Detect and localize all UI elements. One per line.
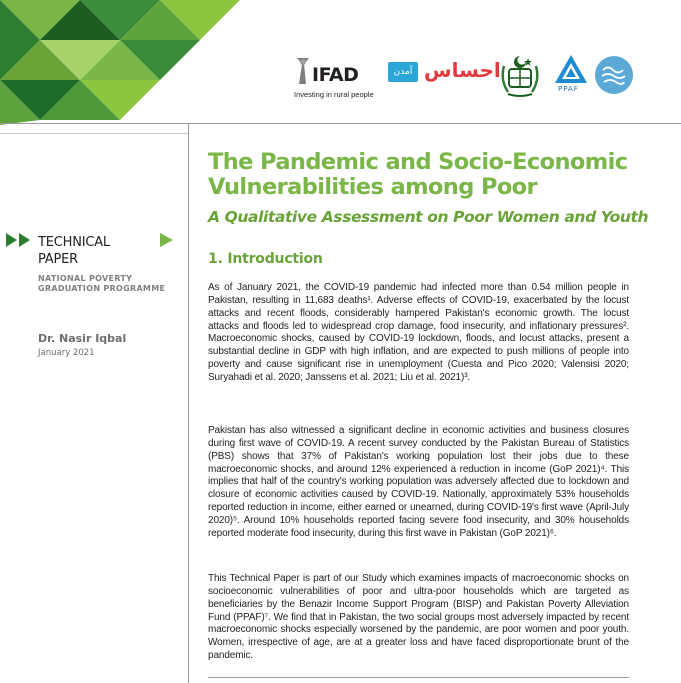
footer-divider [208,677,629,678]
ppaf-triangle-icon [554,54,588,84]
ppaf-logo [554,54,588,102]
programme-line: NATIONAL POVERTY [38,274,133,283]
arrow-right-icon [160,233,173,247]
publication-date: January 2021 [38,348,95,358]
section-heading: 1. Introduction [208,251,323,267]
page-title: The Pandemic and Socio-Economic Vulnerabilities among Poor [208,149,628,200]
ehsaas-main-text: احساس [424,58,501,82]
header-divider [0,123,681,124]
programme-line: GRADUATION PROGRAMME [38,284,166,293]
author-name: Dr. Nasir Iqbal [38,332,127,345]
ifad-name: IFAD [312,64,359,86]
body-paragraph: Pakistan has also witnessed a significant decline in economic activities and business closures during first wave of COVID-19. A recent survey conducted by the Pakistan Bureau of Statistics (PBS) shows that 37% of Pakistan's working population lost their jobs due to these macroeconomic shocks, and around 12% experienced a reduction in income (GoP 2021)⁴. This implies that half of the country's working population was adversely affected due to lockdown and closure of economic activities caused by COVID-19. Nationally, approximately 53% households reported reduction in income, either earned or unearned, during COVID-19's first wave (April-July 2020)⁵. Around 10% households reported facing severe food insecurity, and 30% households reported moderate food insecurity, during this first wave in Pakistan (GoP 2021)⁶. [208,425,629,539]
ehsaas-badge [388,62,418,82]
body-paragraph: As of January 2021, the COVID-19 pandemic had infected more than 0.54 million people in Pakistan, resulting in 11,683 deaths¹. Adverse effects of COVID-19, exacerbated by the locust attacks and recent floods, considerably hampered Pakistan's economic growth. The locust attacks and floods led to widespread crop damage, food insecurity, and inflationary pressures². Macroeconomic shocks, caused by COVID-19 lockdown, floods, and locust attacks, present a substantial decline in GDP with high inflation, and are expected to push millions of people into poverty and cause significant rise in unemployment (Cuesta and Pico 2020; Valensisi 2020; Suryahadi et al. 2020; Janssens et al. 2021; Liu et al. 2021)³. [208,282,629,383]
document-type-line: TECHNICAL [38,235,110,250]
document-type-line: PAPER [38,252,78,267]
ifad-logo [290,52,380,98]
page-subtitle: A Qualitative Assessment on Poor Women and Youth [208,208,649,226]
government-emblem-icon [498,52,542,100]
ifad-mark-icon [294,56,312,86]
programme-name [38,274,165,294]
body-paragraph: This Technical Paper is part of our Study which examines impacts of macroeconomic shocks on socioeconomic vulnerabilities of poor and ultra-poor households which are targeted as beneficiaries by the Benazir Income Support Program (BISP) and Pakistan Poverty Alleviation Fund (PPAF)⁷. We find that in Pakistan, the two social groups most adversely impacted by recent macroeconomic shocks especially worsened by the pandemic, are poor women and poor youth. Women, irrespective of age, are at a greater loss and have faced disproportionate brunt of the pandemic. [208,573,629,662]
ehsaas-logo [388,56,501,96]
document-type [38,234,110,268]
ppaf-name: PPAF [558,85,579,93]
column-divider [188,123,189,683]
bisp-seal-icon [594,55,634,95]
ifad-tagline: Investing in rural people [294,90,374,99]
partner-logos [286,50,636,110]
header-divider-inner [0,133,188,134]
arrow-right-icon [6,233,17,247]
decorative-triangle-banner [0,0,250,125]
ehsaas-sub-text: آمدن [393,67,413,77]
arrow-right-icon [19,233,30,247]
